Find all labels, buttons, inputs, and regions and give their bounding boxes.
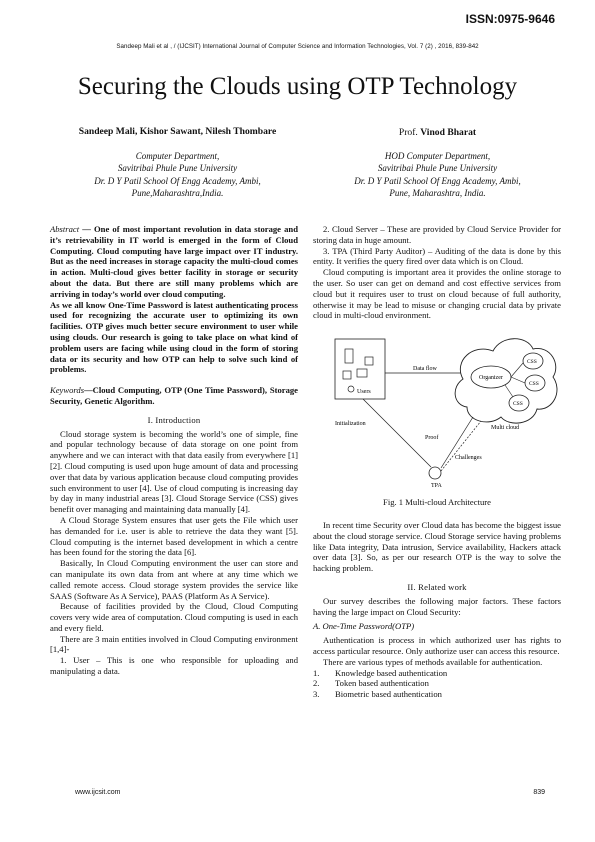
list-text: Knowledge based authentication: [335, 667, 448, 678]
list-number: 2.: [313, 678, 320, 689]
body-paragraph: There are various types of methods available for authentication.: [323, 656, 543, 667]
user-device-icon: [365, 357, 373, 365]
challenges-arrow: [441, 421, 481, 471]
user-device-icon: [343, 371, 351, 379]
organizer-label: Organizer: [479, 375, 503, 382]
user-device-icon: [357, 369, 367, 377]
list-item: [313, 668, 561, 679]
affiliation-line: HOD Computer Department,: [384, 151, 491, 161]
subsection-heading-otp: A. One-Time Password(OTP): [313, 621, 415, 632]
body-paragraph: 3. TPA (Third Party Auditor) – Auditing of the data is done by this entity. It verifies the query fired over data which is on Cloud.: [313, 245, 561, 267]
list-number: 1.: [313, 667, 320, 678]
intro-paragraph: Basically, In Cloud Computing environment the user can store and can manipulate its own data from ant where at any time which we called remote access. Cloud storage system provides the service like SAAS (Software As A Service), PAAS (Platform As A Service).: [50, 558, 298, 601]
footer-page-number: 839: [533, 789, 545, 796]
running-header: Sandeep Mali et al , / (IJCSIT) International Journal of Computer Science and Information Technologies, Vol. 7 (2) , 2016, 839-842: [116, 43, 479, 50]
multi-cloud-label: Multi cloud: [491, 425, 520, 432]
left-column: [50, 224, 298, 677]
user-device-icon: [345, 349, 353, 363]
abstract: [50, 224, 298, 300]
paper-title: Securing the Clouds using OTP Technology: [77, 73, 518, 100]
issn-label: ISSN:0975-9646: [465, 12, 555, 26]
figure-caption: Fig. 1 Multi-cloud Architecture: [383, 497, 491, 508]
list-number: 3.: [313, 689, 320, 700]
initialization-label: Initialization: [335, 421, 366, 428]
keywords-label: Keywords: [50, 385, 85, 396]
multicloud-figure: [313, 331, 561, 491]
tpa-node: [429, 467, 441, 479]
affiliation-line: Dr. D Y Patil School Of Engg Academy, Ambi,: [94, 175, 261, 186]
right-column: [313, 224, 561, 700]
challenges-label: Challenges: [455, 455, 482, 462]
body-paragraph: Our survey describes the following major factors. These factors having the large impact on Cloud Security:: [313, 595, 561, 617]
css-label: CSS: [527, 359, 537, 366]
tpa-label: TPA: [431, 483, 442, 490]
css-label: CSS: [513, 401, 523, 408]
body-paragraph: In recent time Security over Cloud data has become the biggest issue about the cloud storage service. Cloud Storage service having problems like Data integrity, Data intrusion, Service availability, Hackers attack over data [3]. So, as per our research OTP is the way to solve the hacking problem.: [313, 519, 561, 574]
list-text: Token based authentication: [335, 678, 429, 689]
intro-paragraph: Because of facilities provided by the Cloud, Cloud Computing covers very wide area of computation. Cloud computing is used in each and every field.: [50, 601, 298, 633]
list-item: [313, 678, 561, 689]
data-flow-label: Data flow: [413, 366, 437, 373]
abstract-paragraph-2: As we all know One-Time Password is latest authenticating process used for recognizing the accurate user to optimizing its own facilities. OTP gives much better secure environment to user while using clouds. Our research is going to take place on what kind of problem users are facing while using cloud in the form of storing data or its security and how OTP can help to solve such kind of problems.: [50, 299, 298, 375]
affiliation-line: Savitribai Phule Pune University: [377, 163, 498, 174]
abstract-label: Abstract: [50, 224, 80, 234]
affiliation-line: Dr. D Y Patil School Of Engg Academy, Ambi,: [354, 175, 521, 186]
intro-paragraph: There are 3 main entities involved in Cloud Computing environment [1,4]-: [50, 633, 298, 655]
css-label: CSS: [529, 381, 539, 388]
affiliation-right: [315, 150, 560, 200]
list-text: Biometric based authentication: [335, 689, 442, 700]
user-person-icon: [348, 386, 354, 392]
affiliation-line: Pune, Maharashtra, India.: [389, 188, 486, 199]
affiliation-line: Computer Department,: [135, 151, 220, 161]
body-paragraph: Authentication is process in which authorized user has rights to access particular resource. Only authorize user can access this resource.: [313, 635, 561, 656]
list-item: [313, 689, 561, 700]
intro-paragraph: Cloud storage system is becoming the world’s one of simple, fine and popular technology because of data storage on one point from anywhere and we can interact with that data easily from everywhere [1][2]. Cloud computing is used upon huge amount of data and processing over that data by various application because cloud computing provides such environment to user [4]. Use of cloud computing is increasing day by day in many industrial areas [3]. Cloud Storage Service (CSS) gives benefit over managing and maintaining data manually [4].: [50, 428, 298, 515]
proof-label: Proof: [425, 435, 439, 442]
abstract-text: — One of most important revolution in data storage and it’s retrievability in IT world is emerged in the form of Cloud Computing. Cloud computing have large impact over IT industry. But as the need increases in storage capacity the multi-cloud comes in action. Multi-cloud gives better facility in storage or security about the data. But there are still many problems which are arriving in today’s world over cloud computing.: [50, 224, 298, 299]
section-heading-introduction: I. Introduction: [147, 414, 201, 425]
body-paragraph: 2. Cloud Server – These are provided by Cloud Service Provider for storing data in huge amount.: [313, 224, 561, 245]
body-paragraph: Cloud computing is important area it provides the online storage to the user. So user can get on demand and cost effective services from cloud but it requires user to trust on cloud because of full authority, otherwise it may be lead to misuse or changing crucial data by private cloud in multi-cloud environment.: [313, 267, 561, 321]
authentication-methods-list: [313, 668, 561, 700]
authors-left: Sandeep Mali, Kishor Sawant, Nilesh Thombare: [78, 126, 277, 137]
affiliation-line: Savitribai Phule Pune University: [117, 163, 238, 174]
initialization-arrow: [363, 399, 431, 467]
section-heading-related-work: II. Related work: [407, 581, 467, 592]
intro-paragraph: 1. User – This is one who responsible for uploading and manipulating a data.: [50, 655, 298, 677]
affiliation-left: [50, 150, 305, 200]
authors-right: [315, 127, 560, 138]
affiliation-line: Pune,Maharashtra,India.: [131, 188, 224, 199]
users-label: Users: [357, 389, 371, 396]
footer-website: www.ijcsit.com: [75, 789, 121, 796]
keywords-text: —Cloud Computing, OTP (One Time Password), Storage Security, Genetic Algorithm.: [50, 385, 298, 406]
author-name: Vinod Bharat: [420, 127, 477, 138]
intro-paragraph: A Cloud Storage System ensures that user gets the File which user has demanded for i.e. user is able to retrieve the data they want [5]. Cloud computing is the internet based development in which a centre has been found for the storing the data [6].: [50, 514, 298, 558]
keywords: [50, 385, 298, 407]
author-prefix: Prof.: [398, 127, 421, 138]
